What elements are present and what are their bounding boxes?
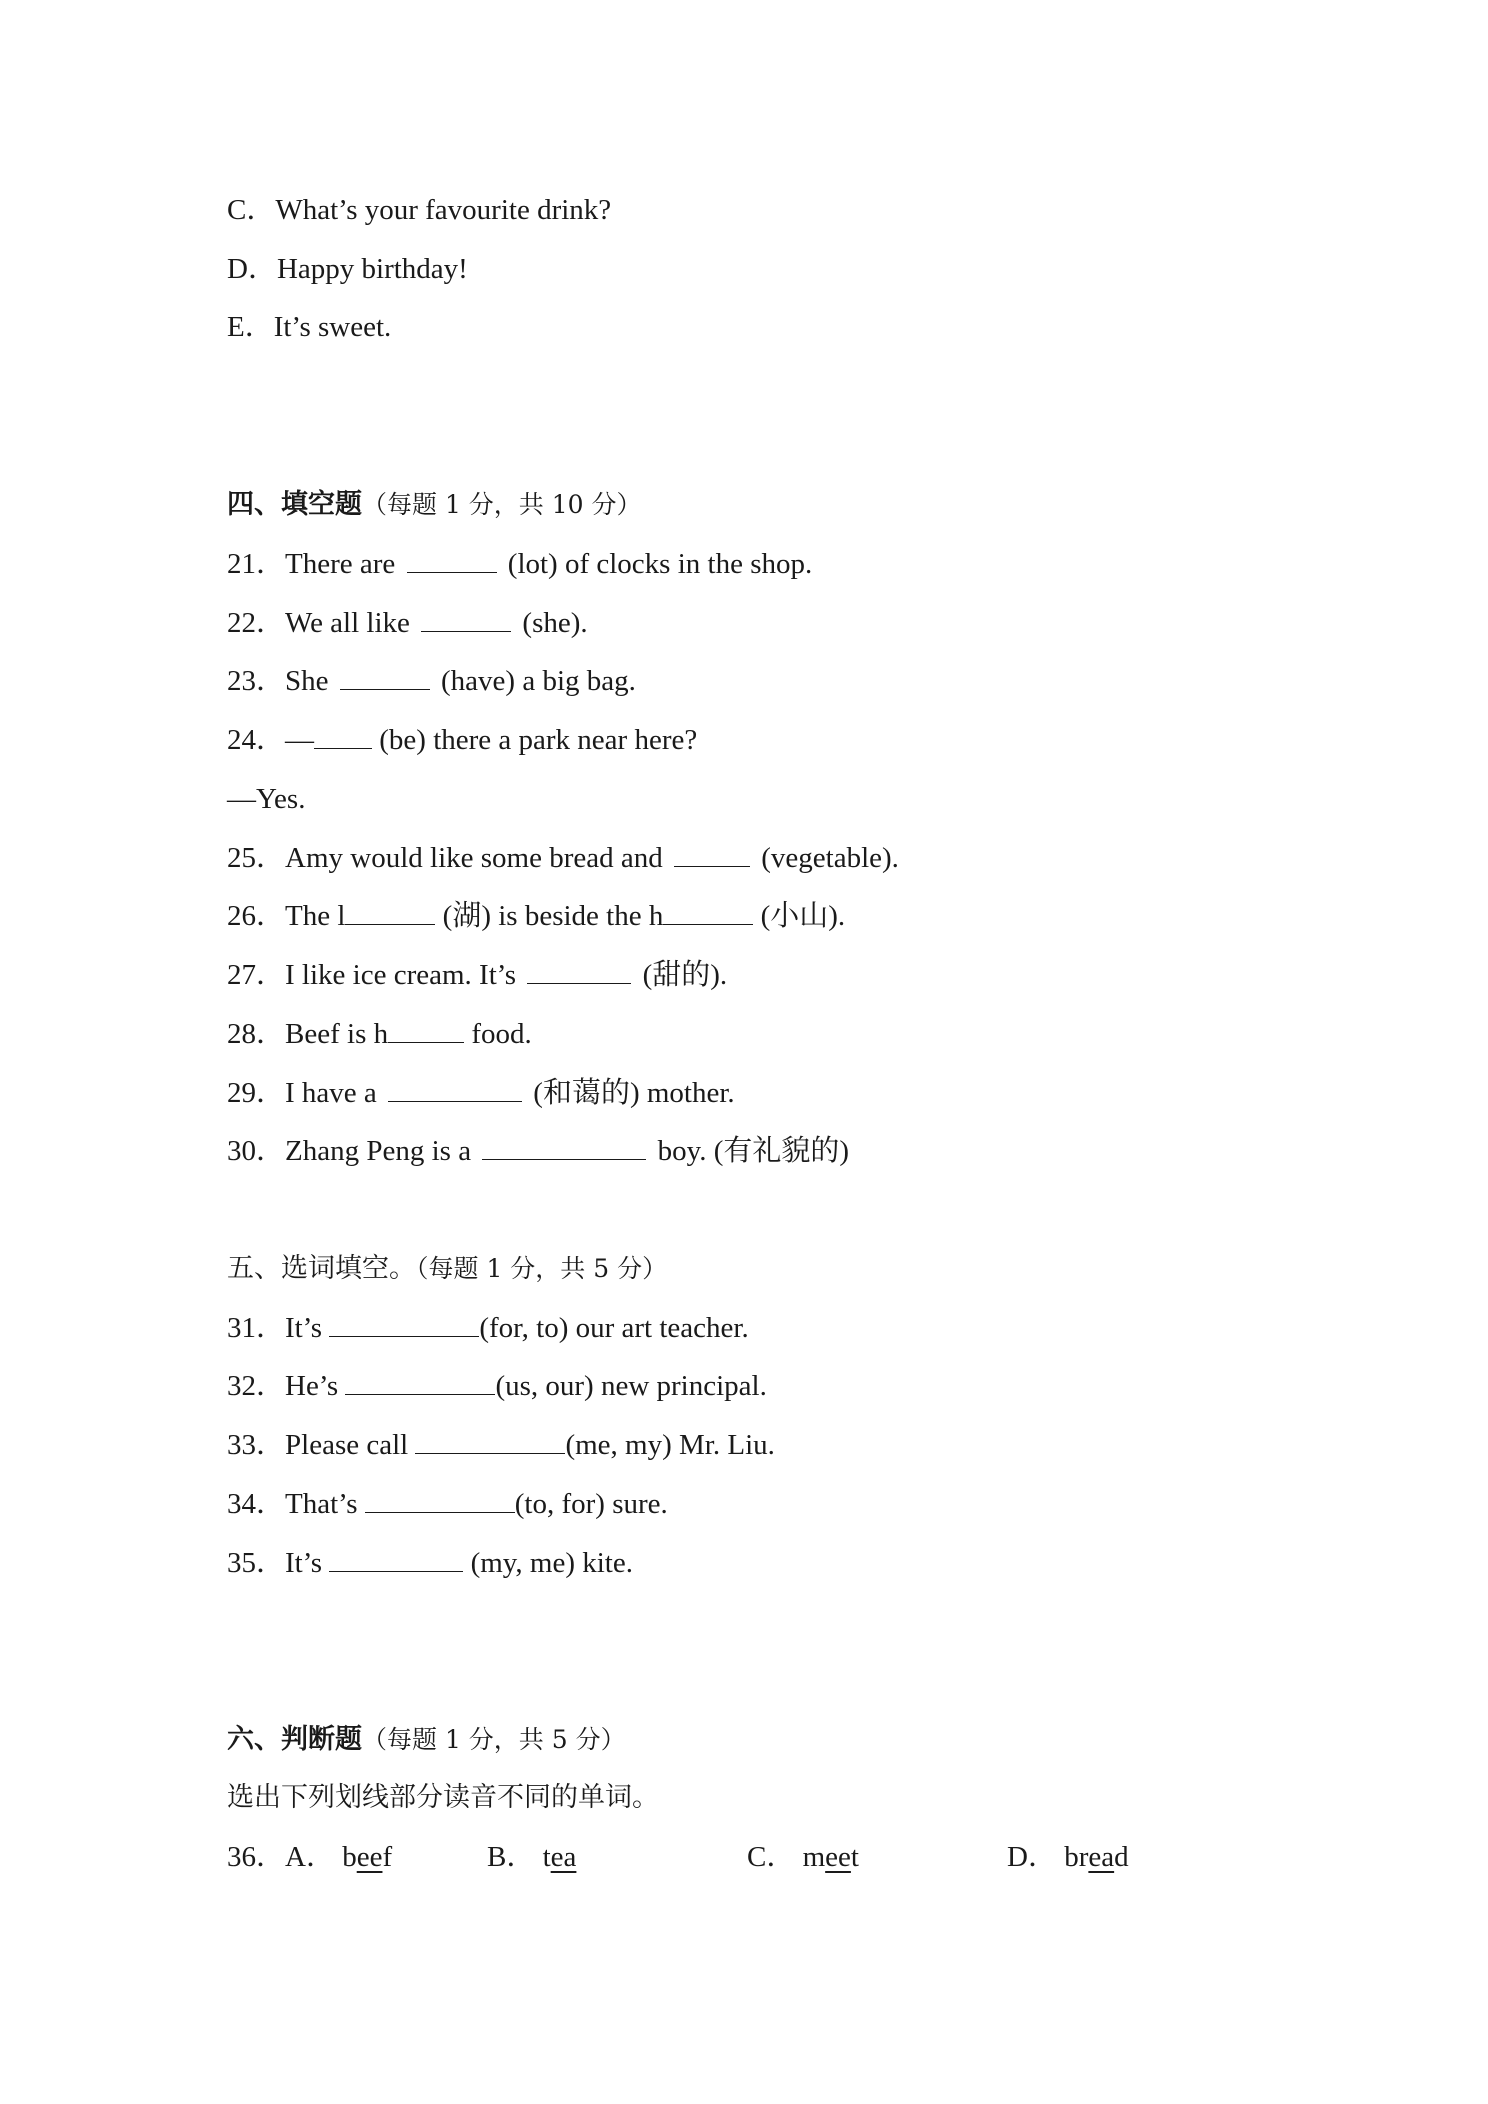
choice-d-label: D． [1007,1841,1057,1873]
question-post: (have) a big bag. [441,665,636,697]
section6-instruction [227,1780,659,1816]
answer-blank[interactable] [365,1486,515,1513]
section6-title: 六、判断题 [227,1724,362,1755]
section4-note: （每题 1 分，共 10 分） [362,490,642,519]
question-35 [227,1545,633,1581]
question-number: 25． [227,842,286,874]
question-number: 29． [227,1077,286,1109]
section4-heading [227,487,642,523]
reply-24 [227,781,305,817]
question-24 [227,722,697,758]
question-pre: He’s [285,1370,339,1402]
question-34 [227,1486,668,1522]
option-text: It’s sweet. [273,311,392,343]
option-e [227,309,391,345]
answer-blank[interactable] [482,1133,646,1160]
question-number: 32． [227,1370,286,1402]
question-post: (she). [522,607,588,639]
question-22 [227,605,588,641]
answer-blank[interactable] [314,722,372,749]
section5-title: 五、选词填空。 [227,1253,416,1284]
word-part: f [382,1841,393,1873]
question-pre: Zhang Peng is a [285,1135,472,1167]
question-pre: We all like [285,607,410,639]
question-mid: (湖) is beside the h [442,900,664,932]
question-number: 35． [227,1547,286,1579]
choice-c-label: C． [747,1841,796,1873]
question-28 [227,1016,532,1052]
word-part: m [802,1841,826,1873]
section5-note: （每题 1 分，共 5 分） [416,1254,668,1283]
question-33 [227,1427,775,1463]
answer-blank[interactable] [329,1545,463,1572]
answer-blank[interactable] [407,546,497,573]
option-c [227,192,611,228]
option-label: C． [227,194,276,226]
choice-c[interactable] [747,1839,859,1875]
question-36 [227,1839,392,1875]
question-pre: I like ice cream. It’s [285,959,517,991]
question-number: 23． [227,665,286,697]
question-21 [227,546,812,582]
choice-d[interactable] [1007,1839,1129,1875]
answer-blank[interactable] [415,1427,565,1454]
answer-blank[interactable] [388,1016,464,1043]
option-label: E． [227,311,274,343]
question-29 [227,1075,735,1111]
question-post: (be) there a park near here? [379,724,698,756]
answer-blank[interactable] [527,957,631,984]
question-post: (my, me) kite. [470,1547,633,1579]
underlined-part: ee [825,1841,851,1873]
choice-b[interactable] [487,1839,576,1875]
question-pre: I have a [285,1077,377,1109]
answer-blank[interactable] [345,1368,495,1395]
question-post: (us, our) new principal. [495,1370,767,1402]
question-pre: There are [285,548,396,580]
question-post: (lot) of clocks in the shop. [507,548,813,580]
word-part: br [1064,1841,1089,1873]
question-post: (vegetable). [761,842,899,874]
question-post: (to, for) sure. [514,1488,668,1520]
word-part: b [342,1841,357,1873]
question-number: 31． [227,1312,286,1344]
question-25 [227,840,899,876]
question-pre: It’s [285,1547,323,1579]
underlined-part: ee [356,1841,383,1873]
question-post: food. [471,1018,532,1050]
answer-blank[interactable] [345,898,435,925]
question-post: (me, my) Mr. Liu. [565,1429,775,1461]
choice-a-label: A． [285,1841,335,1873]
question-number: 22． [227,607,286,639]
underlined-part: ea [550,1841,577,1873]
answer-blank[interactable] [421,605,511,632]
option-d [227,251,468,287]
question-pre: The l [285,900,346,932]
word-part: d [1114,1841,1129,1873]
answer-blank[interactable] [340,663,430,690]
answer-blank[interactable] [674,840,750,867]
question-number: 26． [227,900,286,932]
question-post: (小山). [760,900,846,932]
question-number: 30． [227,1135,286,1167]
question-number: 27． [227,959,286,991]
question-26 [227,898,845,934]
reply-text: —Yes. [227,783,306,815]
question-pre: That’s [285,1488,358,1520]
question-number: 34． [227,1488,286,1520]
question-post: (和蔼的) mother. [533,1077,735,1109]
question-post: boy. (有礼貌的) [657,1135,850,1167]
section5-heading [227,1251,667,1287]
instruction-text: 选出下列划线部分读音不同的单词。 [227,1782,659,1813]
word-part: t [850,1841,859,1873]
choice-b-label: B． [487,1841,536,1873]
answer-blank[interactable] [329,1310,479,1337]
question-30 [227,1133,849,1169]
question-number: 33． [227,1429,286,1461]
question-pre: — [285,724,315,756]
question-post: (甜的). [642,959,728,991]
question-number: 24． [227,724,286,756]
answer-blank[interactable] [663,898,753,925]
question-number: 36． [227,1841,286,1873]
question-number: 28． [227,1018,286,1050]
answer-blank[interactable] [388,1075,522,1102]
question-27 [227,957,727,993]
question-23 [227,663,636,699]
question-pre: She [285,665,329,697]
option-label: D． [227,253,277,285]
option-text: Happy birthday! [276,253,468,285]
option-text: What’s your favourite drink? [275,194,612,226]
choice-a-word[interactable] [342,1841,392,1873]
section6-heading [227,1722,626,1758]
question-pre: Please call [285,1429,409,1461]
question-pre: Beef is h [285,1018,389,1050]
section6-note: （每题 1 分，共 5 分） [362,1725,626,1754]
section4-title: 四、填空题 [227,489,362,520]
question-32 [227,1368,767,1404]
question-31 [227,1310,749,1346]
question-number: 21． [227,548,286,580]
question-post: (for, to) our art teacher. [479,1312,749,1344]
underlined-part: ea [1088,1841,1115,1873]
word-part: t [542,1841,551,1873]
question-pre: Amy would like some bread and [285,842,663,874]
question-pre: It’s [285,1312,323,1344]
